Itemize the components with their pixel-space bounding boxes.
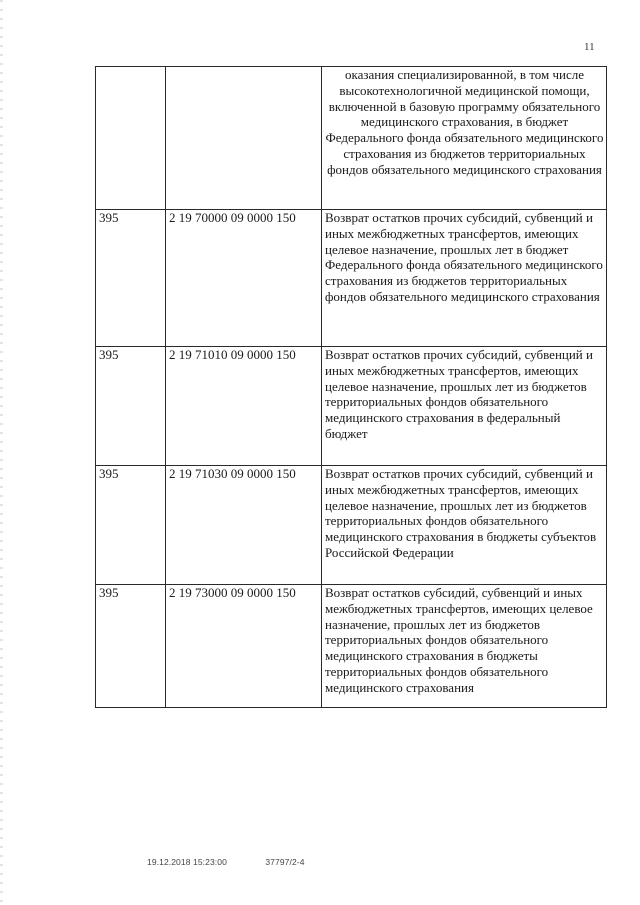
scan-edge-artifact	[0, 0, 3, 905]
budget-code-cell: 2 19 71010 09 0000 150	[166, 347, 322, 466]
table-row	[96, 67, 607, 210]
description-cell: оказания специализированной, в том числе высокотехнологичной медицинской помощи, включенной в базовую программу обязательного медицинского страхования, в бюджет Федерального фонда обязательного медицинского страхования из бюджетов территориальных фондов обязательного медицинского страхования	[322, 67, 607, 210]
table-row	[96, 347, 607, 466]
footer-timestamp: 19.12.2018 15:23:00	[147, 857, 227, 867]
table-row	[96, 585, 607, 708]
footer-document-id: 37797/2-4	[265, 857, 305, 867]
budget-code-cell	[166, 67, 322, 210]
budget-code-cell: 2 19 70000 09 0000 150	[166, 210, 322, 347]
table-row	[96, 466, 607, 585]
admin-code-cell: 395	[96, 585, 166, 708]
description-cell: Возврат остатков прочих субсидий, субвенций и иных межбюджетных трансфертов, имеющих целевое назначение, прошлых лет из бюджетов территориальных фондов обязательного медицинского страхования в бюджеты субъектов Российской Федерации	[322, 466, 607, 585]
description-cell: Возврат остатков прочих субсидий, субвенций и иных межбюджетных трансфертов, имеющих целевое назначение, прошлых лет из бюджетов территориальных фондов обязательного медицинского страхования в федеральный бюджет	[322, 347, 607, 466]
table-row	[96, 210, 607, 347]
page-number: 11	[584, 41, 595, 53]
budget-classification-table	[95, 66, 607, 708]
budget-code-cell: 2 19 73000 09 0000 150	[166, 585, 322, 708]
footer	[147, 857, 305, 867]
admin-code-cell: 395	[96, 466, 166, 585]
admin-code-cell: 395	[96, 210, 166, 347]
admin-code-cell	[96, 67, 166, 210]
admin-code-cell: 395	[96, 347, 166, 466]
description-cell: Возврат остатков субсидий, субвенций и иных межбюджетных трансфертов, имеющих целевое назначение, прошлых лет из бюджетов территориальных фондов обязательного медицинского страхования в бюджеты территориальных фондов обязательного медицинского страхования	[322, 585, 607, 708]
budget-code-cell: 2 19 71030 09 0000 150	[166, 466, 322, 585]
description-cell: Возврат остатков прочих субсидий, субвенций и иных межбюджетных трансфертов, имеющих целевое назначение, прошлых лет в бюджет Федерального фонда обязательного медицинского страхования из бюджетов территориальных фондов обязательного медицинского страхования	[322, 210, 607, 347]
